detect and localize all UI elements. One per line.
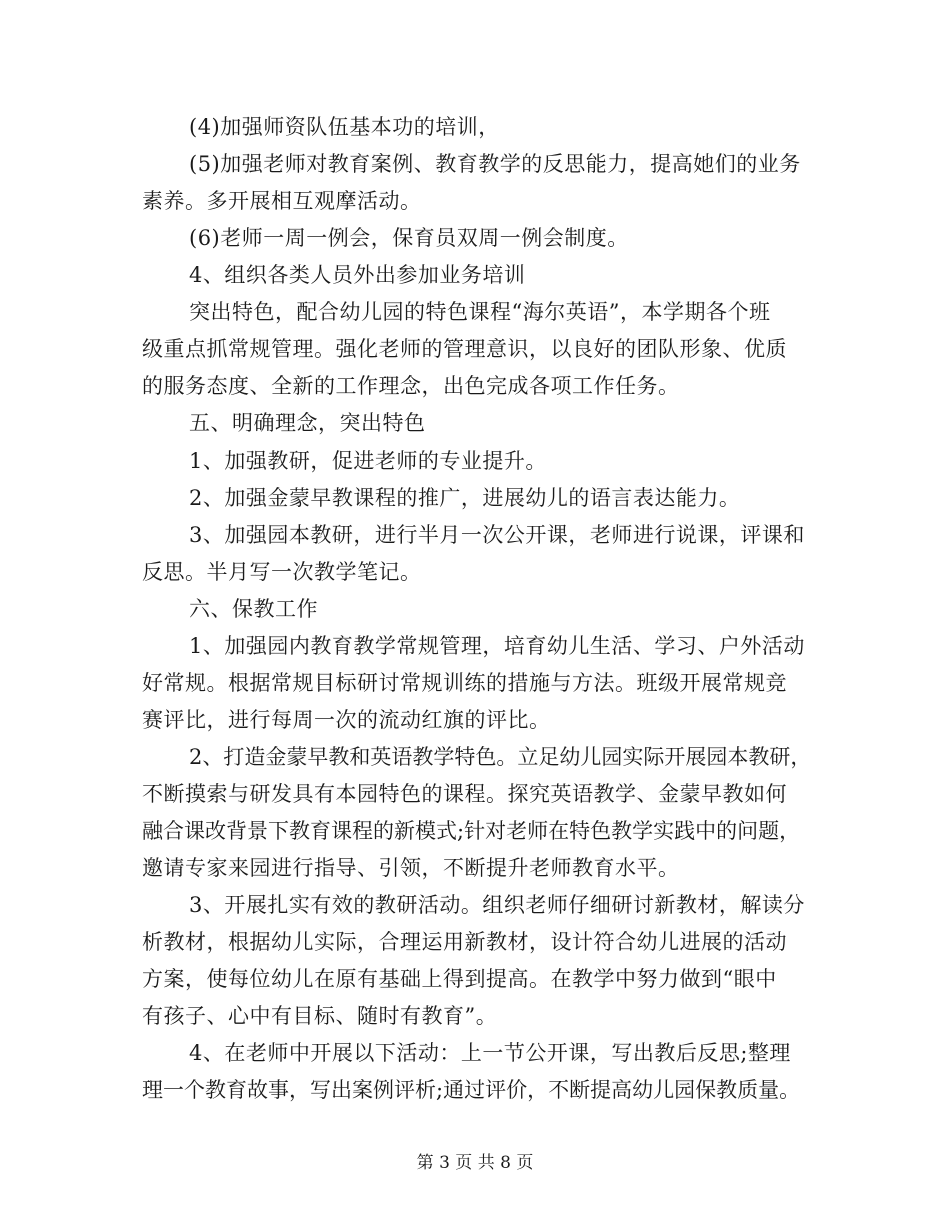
- text-line: 融合课改背景下教育课程的新模式;针对老师在特色教学实践中的问题，: [142, 819, 801, 843]
- page-number-footer: 第 3 页 共 8 页: [416, 1153, 534, 1173]
- text-line: 好常规。根据常规目标研讨常规训练的措施与方法。班级开展常规竞: [142, 671, 787, 695]
- text-line: 方案，使每位幼儿在原有基础上得到提高。在教学中努力做到“眼中: [142, 967, 777, 991]
- text-line: 六、保教工作: [189, 597, 318, 621]
- text-line: 1、加强园内教育教学常规管理，培育幼儿生活、学习、户外活动: [189, 634, 805, 658]
- text-line: 3、加强园本教研，进行半月一次公开课，老师进行说课，评课和: [189, 523, 805, 547]
- text-line: 3、开展扎实有效的教研活动。组织老师仔细研讨新教材，解读分: [189, 893, 805, 917]
- text-line: 突出特色，配合幼儿园的特色课程“海尔英语”，本学期各个班: [189, 300, 771, 324]
- text-line: 赛评比，进行每周一次的流动红旗的评比。: [142, 708, 551, 732]
- text-line: 理一个教育故事，写出案例评析;通过评价，不断提高幼儿园保教质量。: [142, 1078, 801, 1102]
- text-line: 1、加强教研，促进老师的专业提升。: [189, 449, 547, 473]
- text-line: 2、加强金蒙早教课程的推广，进展幼儿的语言表达能力。: [189, 486, 741, 510]
- text-line: 素养。多开展相互观摩活动。: [142, 189, 422, 213]
- text-line: (6)老师一周一例会，保育员双周一例会制度。: [189, 226, 629, 250]
- text-line: 级重点抓常规管理。强化老师的管理意识，以良好的团队形象、优质: [142, 337, 787, 361]
- text-line: (4)加强师资队伍基本功的培训，: [189, 115, 500, 139]
- text-line: 2、打造金蒙早教和英语教学特色。立足幼儿园实际开展园本教研，: [189, 745, 812, 769]
- text-line: 4、组织各类人员外出参加业务培训: [189, 263, 526, 287]
- text-line: 4、在老师中开展以下活动：上一节公开课，写出教后反思;整理: [189, 1041, 791, 1065]
- text-line: 反思。半月写一次教学笔记。: [142, 560, 422, 584]
- text-line: 的服务态度、全新的工作理念，出色完成各项工作任务。: [142, 374, 680, 398]
- text-line: 邀请专家来园进行指导、引领，不断提升老师教育水平。: [142, 856, 680, 880]
- text-line: 五、明确理念，突出特色: [189, 411, 426, 435]
- text-line: 析教材，根据幼儿实际，合理运用新教材，设计符合幼儿进展的活动: [142, 930, 787, 954]
- text-line: 有孩子、心中有目标、随时有教育”。: [142, 1004, 498, 1028]
- text-line: (5)加强老师对教育案例、教育教学的反思能力，提高她们的业务: [189, 152, 801, 176]
- text-line: 不断摸索与研发具有本园特色的课程。探究英语教学、金蒙早教如何: [142, 782, 787, 806]
